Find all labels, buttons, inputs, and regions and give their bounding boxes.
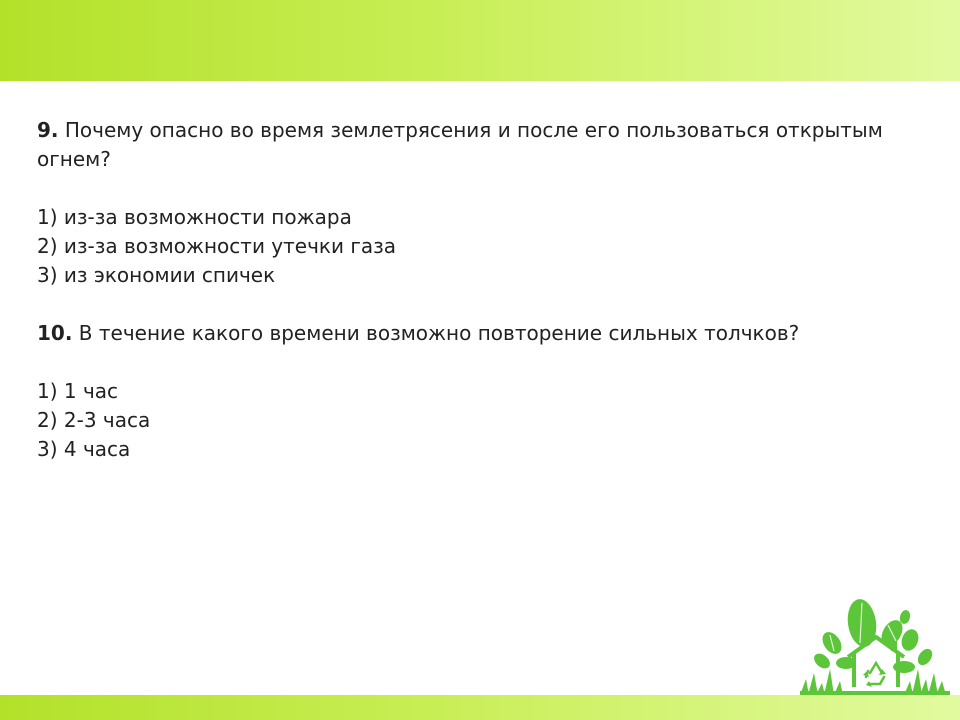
question-9 (37, 116, 932, 290)
question-9-text-line (37, 116, 932, 174)
top-header-band (0, 0, 960, 81)
question-9-answer-2: 2) из-за возможности утечки газа (37, 234, 396, 258)
question-10-number: 10. (37, 321, 73, 345)
question-10 (37, 319, 932, 464)
question-10-text-line (37, 319, 932, 348)
question-9-text: Почему опасно во время землетрясения и после его пользоваться открытым огнем? (37, 118, 883, 171)
question-10-text: В течение какого времени возможно повторение сильных толчков? (78, 321, 800, 345)
question-10-answer-2: 2) 2-3 часа (37, 408, 151, 432)
question-10-answer-1: 1) 1 час (37, 379, 119, 403)
question-9-answers (37, 203, 932, 290)
slide-content (37, 116, 932, 464)
eco-house-recycle-icon (800, 595, 950, 697)
question-9-answer-3: 3) из экономии спичек (37, 263, 276, 287)
bottom-footer-band (0, 695, 960, 720)
question-10-answers (37, 377, 932, 464)
question-9-number: 9. (37, 118, 59, 142)
question-9-answer-1: 1) из-за возможности пожара (37, 205, 352, 229)
question-10-answer-3: 3) 4 часа (37, 437, 131, 461)
